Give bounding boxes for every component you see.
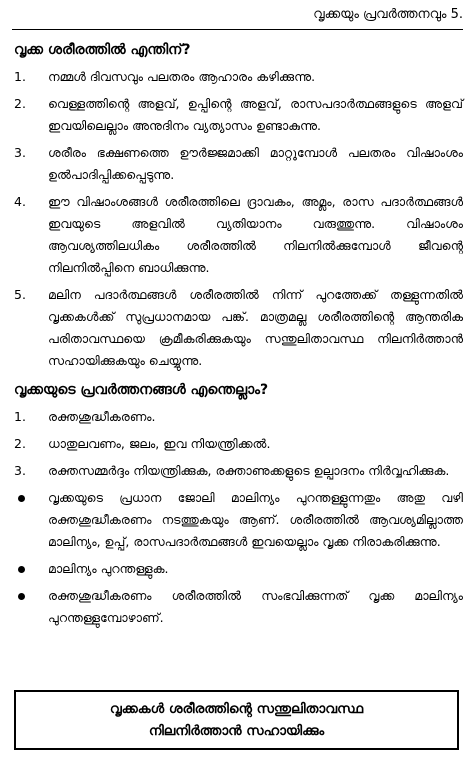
bullet-icon xyxy=(18,495,25,502)
boxed-note-line: വൃക്കകൾ ശരീരത്തിന്റെ സന്തുലിതാവസ്ഥ xyxy=(109,701,364,717)
list-item xyxy=(14,191,463,279)
item-text: രക്തസമ്മർദ്ദം നിയന്ത്രിക്കുക, രക്താണുക്കളുടെ ഉല്പാദനം നിർവ്വഹിക്കുക. xyxy=(48,463,450,478)
kidney-functions-list xyxy=(14,406,463,629)
item-number: 3. xyxy=(14,145,26,160)
section-heading-kidney-functions: വൃക്കയുടെ പ്രവർത്തനങ്ങൾ എന്തെല്ലാം? xyxy=(14,382,269,398)
item-text: മലിന പദാർത്ഥങ്ങൾ ശരീരത്തിൽ നിന്ന് പുറത്തേക്ക് തള്ളുന്നതിൽ വൃക്കകൾക്ക് സുപ്രധാനമായ പങ്ക്. മാത്രമല്ല ശരീരത്തിന്റെ ആന്തരിക പരിതാവസ്ഥയെ ക്രമീകരിക്കുകയും സന്തുലിതാവസ്ഥ നിലനിർത്താൻ സഹായിക്കുകയും ചെയ്യുന്നു. xyxy=(48,287,463,368)
list-item xyxy=(14,406,463,428)
bullet-item xyxy=(14,558,463,580)
item-number: 4. xyxy=(14,194,26,209)
list-item xyxy=(14,93,463,137)
bullet-icon xyxy=(18,593,25,600)
boxed-note xyxy=(14,690,459,750)
item-text: ശരീരം ഭക്ഷണത്തെ ഊർജ്ജമാക്കി മാറ്റുമ്പോൾ പലതരം വിഷാംശം ഉൽപാദിപ്പിക്കപ്പെടുന്നു. xyxy=(48,145,463,182)
list-item xyxy=(14,433,463,455)
section-heading-why-kidney: വൃക്ക ശരീരത്തിൽ എന്തിന്? xyxy=(14,42,191,58)
item-text: ധാതുലവണം, ജലം, ഇവ നിയന്ത്രിക്കൽ. xyxy=(48,436,271,451)
item-number: 1. xyxy=(14,409,26,424)
bullet-item xyxy=(14,585,463,629)
item-number: 2. xyxy=(14,96,26,111)
bullet-icon xyxy=(18,566,25,573)
header-rule xyxy=(12,29,463,30)
list-item xyxy=(14,284,463,372)
item-text: നമ്മൾ ദിവസവും പലതരം ആഹാരം കഴിക്കുന്നു. xyxy=(48,69,316,84)
list-item xyxy=(14,460,463,482)
item-number: 3. xyxy=(14,463,26,478)
item-text: വെള്ളത്തിന്റെ അളവ്, ഉപ്പിന്റെ അളവ്, രാസപദാർത്ഥങ്ങളുടെ അളവ് ഇവയിലെല്ലാം അനുദിനം വ്യത്യാസം ഉണ്ടാകുന്നു. xyxy=(48,96,463,133)
item-text: രക്തശുദ്ധീകരണം ശരീരത്തിൽ സംഭവിക്കുന്നത് വൃക്ക മാലിന്യം പുറന്തള്ളുമ്പോഴാണ്. xyxy=(48,588,463,625)
item-text: മാലിന്യം പുറന്തള്ളുക. xyxy=(48,561,169,576)
item-number: 1. xyxy=(14,69,26,84)
item-text: രക്തശുദ്ധീകരണം. xyxy=(48,409,156,424)
item-number: 2. xyxy=(14,436,26,451)
why-kidney-list xyxy=(14,66,463,372)
item-number: 5. xyxy=(14,287,26,302)
list-item xyxy=(14,66,463,88)
running-header: വൃക്കയും പ്രവർത്തനവും 5. xyxy=(313,7,463,22)
page-content xyxy=(14,40,463,637)
bullet-item xyxy=(14,487,463,553)
list-item xyxy=(14,142,463,186)
boxed-note-line: നിലനിർത്താൻ സഹായിക്കും xyxy=(148,723,325,739)
item-text: ഈ വിഷാംശങ്ങൾ ശരീരത്തിലെ ദ്രാവകം, അമ്ലം, രാസ പദാർത്ഥങ്ങൾ ഇവയുടെ അളവിൽ വ്യതിയാനം വരുത്തുന്നു. വിഷാംശം ആവശ്യത്തിലധികം ശരീരത്തിൽ നിലനിൽക്കുമ്പോൾ ജീവന്റെ നിലനിൽപ്പിനെ ബാധിക്കുന്നു. xyxy=(48,194,463,275)
item-text: വൃക്കയുടെ പ്രധാന ജോലി മാലിന്യം പുറന്തള്ളുന്നതും അതു വഴി രക്തശുദ്ധീകരണം നടത്തുകയും ആണ്. ശരീരത്തിൽ ആവശ്യമില്ലാത്ത മാലിന്യം, ഉപ്പ്, രാസപദാർത്ഥങ്ങൾ ഇവയെല്ലാം വൃക്ക നിരാകരിക്കുന്നു. xyxy=(48,490,463,549)
